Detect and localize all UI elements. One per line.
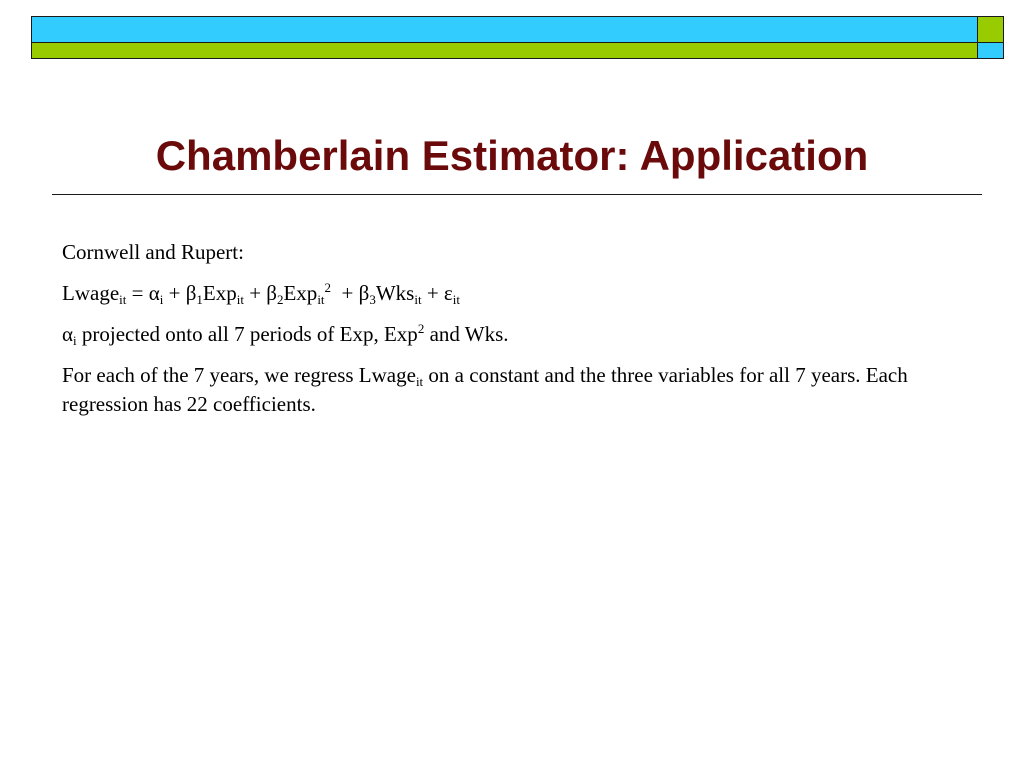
body-line-projection: $\alpha_i$ projected onto all 7 periods of Exp, Exp$^2$ and Wks. — [62, 321, 509, 348]
slide-title: Chamberlain Estimator: Application — [155, 132, 869, 179]
body-line-equation: Lwage$_{it}$ = $\alpha_i + \beta_1Exp_{it} + \beta_2Exp_{it}^2 + \beta_3Wks_{it} + \varepsilon_{it}$ — [62, 280, 460, 307]
header-bar-cyan — [31, 16, 979, 43]
header-square-green — [977, 16, 1004, 43]
header-square-cyan — [977, 42, 1004, 59]
title-divider — [52, 194, 982, 195]
body-line-intro: Cornwell and Rupert: — [62, 240, 244, 264]
body-line-regression: For each of the 7 years, we regress Lwage$_{it}$ on a constant and the three variables for all 7 years. Each regression has 22 coefficients. — [62, 363, 908, 416]
slide-body — [62, 238, 982, 431]
header-bar-green — [31, 42, 979, 59]
